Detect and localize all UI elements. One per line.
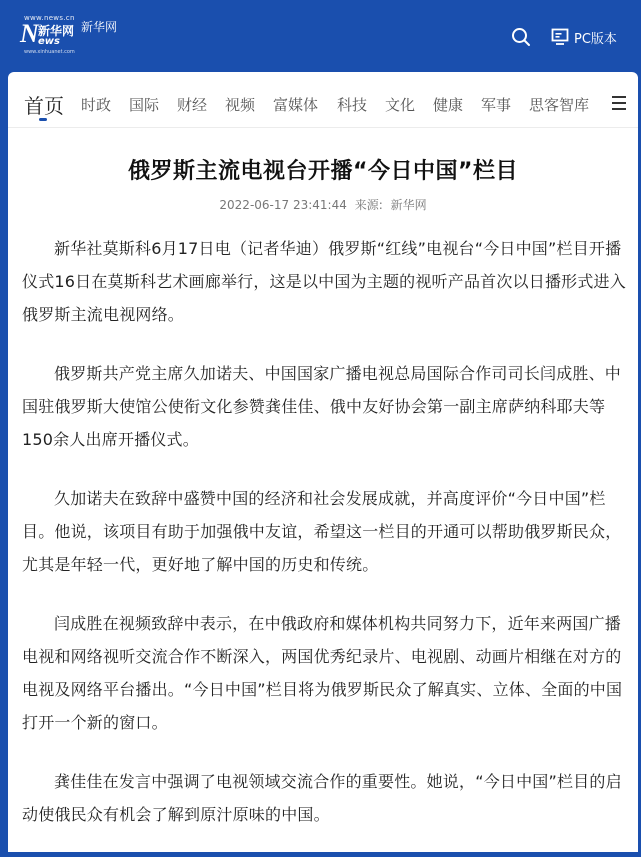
logo-cn-text: 新华网 — [38, 24, 75, 38]
nav-item-politics[interactable]: 时政 — [81, 96, 112, 114]
nav-item-military[interactable]: 军事 — [481, 96, 512, 114]
menu-icon[interactable] — [612, 96, 626, 110]
nav-item-culture[interactable]: 文化 — [385, 96, 416, 114]
article-paragraph: 闫成胜在视频致辞中表示，在中俄政府和媒体机构共同努力下，近年来两国广播电视和网络视听交流合作不断深入，两国优秀纪录片、电视剧、动画片相继在对方的电视及网络平台播出。“今日中国”栏目将为俄罗斯民众了解真实、立体、全面的中国打开一个新的窗口。 — [22, 614, 623, 732]
search-button[interactable] — [510, 26, 532, 48]
nav-active-indicator — [39, 118, 47, 121]
nav-item-tech[interactable]: 科技 — [337, 96, 368, 114]
channel-nav — [8, 72, 638, 128]
site-name: 新华网 — [81, 20, 118, 34]
xinhua-logo[interactable] — [20, 14, 74, 54]
top-bar — [0, 0, 641, 74]
logo-sub-text: www.xinhuanet.com — [24, 49, 75, 55]
nav-item-video[interactable]: 视频 — [225, 96, 256, 114]
nav-item-think-tank[interactable]: 思客智库 — [529, 96, 590, 114]
article-source[interactable]: 新华网 — [390, 198, 427, 212]
nav-item-international[interactable]: 国际 — [129, 96, 160, 114]
article-datetime: 2022-06-17 23:41:44 — [219, 198, 347, 212]
article-paragraph: 久加诺夫在致辞中盛赞中国的经济和社会发展成就，并高度评价“今日中国”栏目。他说，该项目有助于加强俄中友谊，希望这一栏目的开通可以帮助俄罗斯民众，尤其是年轻一代，更好地了解中国的历史和传统。 — [22, 489, 622, 574]
article-source-label: 来源: — [354, 198, 383, 212]
pc-version-label: PC版本 — [574, 31, 617, 47]
logo-url-text: www.news.cn — [24, 14, 75, 22]
article-meta — [8, 196, 638, 213]
logo-ews-text: ews — [38, 36, 60, 47]
content-card — [8, 72, 638, 852]
nav-item-rich-media[interactable]: 富媒体 — [273, 96, 319, 114]
article-paragraph: 新华社莫斯科6月17日电（记者华迪）俄罗斯“红线”电视台“今日中国”栏目开播仪式16日在莫斯科艺术画廊举行，这是以中国为主题的视听产品首次以日播形式进入俄罗斯主流电视网络。 — [22, 239, 626, 324]
article-title: 俄罗斯主流电视台开播“今日中国”栏目 — [128, 159, 518, 184]
monitor-icon — [551, 28, 569, 46]
article-body — [22, 232, 626, 857]
article-paragraph: 龚佳佳在发言中强调了电视领域交流合作的重要性。她说，“今日中国”栏目的启动使俄民众有机会了解到原汁原味的中国。 — [22, 772, 622, 824]
logo-letter: N — [20, 19, 39, 48]
pc-version-button[interactable] — [551, 26, 617, 48]
nav-item-finance[interactable]: 财经 — [177, 96, 208, 114]
search-icon — [510, 26, 532, 48]
article-paragraph: 俄罗斯共产党主席久加诺夫、中国国家广播电视总局国际合作司司长闫成胜、中国驻俄罗斯大使馆公使衔文化参赞龚佳佳、俄中友好协会第一副主席萨纳科耶夫等150余人出席开播仪式。 — [22, 364, 622, 449]
nav-item-home[interactable]: 首页 — [24, 94, 64, 118]
nav-item-health[interactable]: 健康 — [433, 96, 464, 114]
